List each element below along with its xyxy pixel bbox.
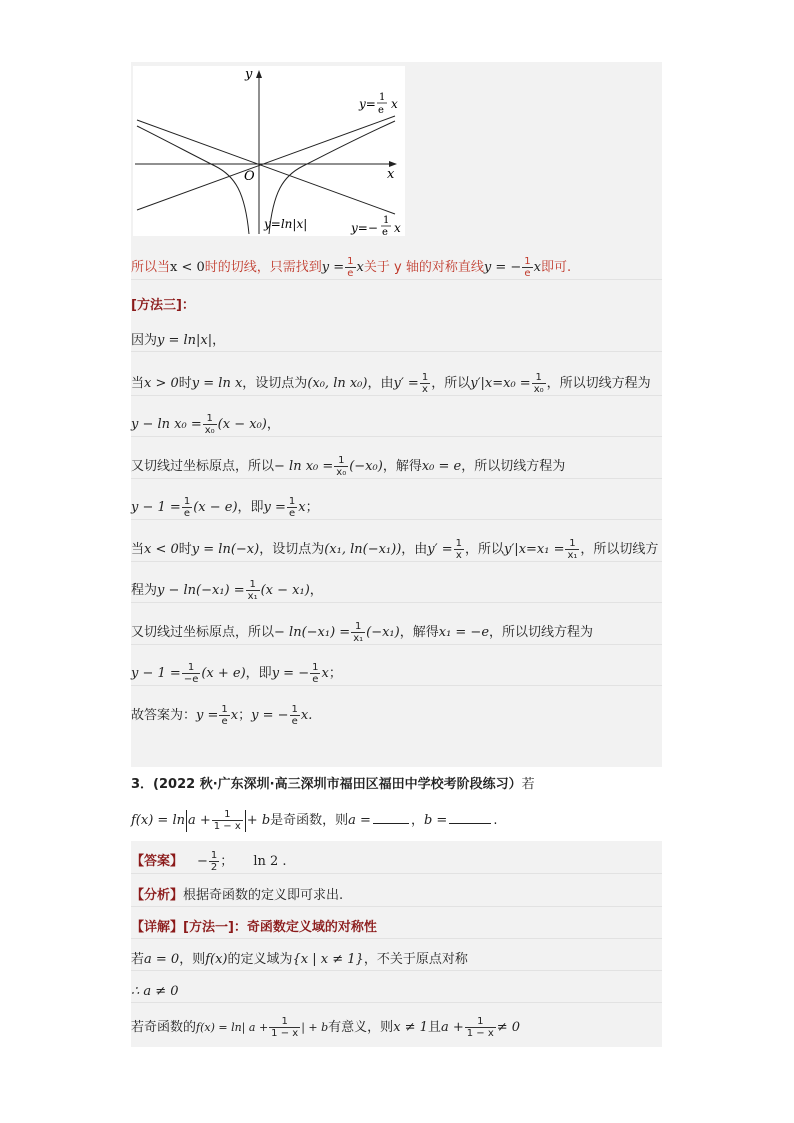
text-segment: ， <box>266 417 280 432</box>
math-segment: x <box>298 500 306 515</box>
frac-num: 1 <box>210 850 218 861</box>
math-segment: (x − x₁) <box>260 583 310 598</box>
fraction <box>287 496 297 519</box>
fraction <box>212 809 243 832</box>
math-segment: (x + e) <box>201 666 246 681</box>
text-segment: 故答案为： <box>131 708 197 723</box>
text-segment: ，即 <box>245 666 272 681</box>
text-segment: 时的切线，只需找到 <box>204 260 322 275</box>
frac-num: 1 <box>269 1016 300 1028</box>
math-segment: − ln x₀ = <box>274 459 334 474</box>
math-segment: y = ln(−x) <box>191 542 260 557</box>
frac-num: 1 <box>183 496 191 507</box>
line-tangent-eq-2 <box>131 579 662 603</box>
problem-number-source: 3．(2022 秋·广东深圳·高三深圳市福田区福田中学校考阶段练习） <box>131 777 522 792</box>
frac-num: 1 <box>246 579 260 591</box>
fraction <box>310 662 320 685</box>
text-segment: ，所以切线方程为 <box>489 625 594 640</box>
fraction <box>182 662 201 685</box>
text-segment: 时 <box>178 542 192 557</box>
line-because <box>131 331 662 352</box>
math-segment: x < 0 <box>170 260 205 275</box>
fraction <box>246 579 260 602</box>
text-segment: 关于 y 轴的对称直线 <box>363 260 484 275</box>
frac-den: e <box>347 268 354 279</box>
text-segment: 若 <box>131 952 145 967</box>
math-segment: {x | x ≠ 1} <box>292 952 364 967</box>
math-segment: y′|x=x₀ = <box>470 376 531 391</box>
positive-line-x: x <box>391 97 398 111</box>
text-segment: 是奇函数，则 <box>270 813 349 828</box>
frac-num: 1 <box>465 1016 496 1028</box>
fraction <box>420 372 430 395</box>
math-segment: ln 2 . <box>253 854 287 869</box>
origin-label: O <box>244 169 255 184</box>
text-segment: 又切线过坐标原点，所以 <box>131 459 275 474</box>
math-segment: x < 0 <box>144 542 179 557</box>
math-segment: y = <box>263 500 286 515</box>
math-segment: x <box>533 260 541 275</box>
frac-den: x <box>455 550 462 561</box>
math-segment: f(x) <box>205 952 228 967</box>
detail-label: 【详解】 <box>131 920 184 935</box>
fraction <box>522 256 532 279</box>
frac-num: 1 <box>288 496 296 507</box>
math-segment: x <box>321 666 329 681</box>
positive-line-num: 1 <box>379 92 386 103</box>
fraction <box>454 538 464 561</box>
fraction <box>351 621 365 644</box>
abs-bar <box>186 810 187 832</box>
line-tangent-eq-1 <box>131 413 662 437</box>
fraction <box>269 1016 300 1039</box>
text-segment: 当 <box>131 542 145 557</box>
frac-num: 1 <box>347 256 354 267</box>
text-segment: . <box>493 813 498 828</box>
text-segment: ，所以切线方程为 <box>546 376 651 391</box>
text-segment: ，设切点为 <box>259 542 325 557</box>
math-segment: (x − x₀) <box>217 417 267 432</box>
line-through-origin-1 <box>131 455 662 479</box>
positive-line-den: e <box>378 105 384 116</box>
math-segment: y − 1 = <box>131 500 181 515</box>
math-segment: x₀ = e <box>421 459 462 474</box>
math-segment: − ln(−x₁) = <box>274 625 351 640</box>
line-symmetric-note: 所以当x < 0时的切线，只需找到y = $\frac{1}{e}$ x关于 y 轴的对称直线y = − $\frac{1}{e}$ x即可. <box>131 256 662 280</box>
frac-den: e <box>289 508 296 519</box>
text-segment: 所以当 <box>131 260 171 275</box>
analysis-label: 【分析】 <box>131 888 184 903</box>
frac-num: 1 <box>203 413 217 425</box>
text-segment: ； <box>238 708 252 723</box>
math-segment: a = 0 <box>144 952 180 967</box>
detail-line-1 <box>131 950 662 971</box>
math-segment: f(x) = ln <box>131 813 185 828</box>
text-segment: ； <box>305 500 319 515</box>
fraction <box>532 372 546 395</box>
fraction <box>565 538 579 561</box>
frac-num: 1 <box>334 455 348 467</box>
text-segment: ，则 <box>179 952 206 967</box>
frac-den: 1 − x <box>213 821 241 832</box>
ln-curve-label: y=ln|x| <box>264 217 308 231</box>
text-segment: 有意义，则 <box>328 1020 394 1035</box>
fraction <box>203 413 217 436</box>
math-segment: y = ln x <box>191 376 243 391</box>
math-segment: a + <box>187 813 211 828</box>
math-segment: x <box>356 260 364 275</box>
frac-den: x₀ <box>336 467 347 478</box>
frac-den: x₁ <box>567 550 578 561</box>
line-tangent-result-2 <box>131 662 662 686</box>
frac-den: x₀ <box>204 425 215 436</box>
frac-num: 1 <box>212 809 243 821</box>
text-segment: ； <box>220 854 234 869</box>
method-three-heading: [方法三]： <box>131 298 195 313</box>
math-segment: y′|x=x₁ = <box>504 542 565 557</box>
frac-num: 1 <box>221 704 228 715</box>
math-segment: y′ = <box>427 542 453 557</box>
frac-den: x₀ <box>533 384 544 395</box>
text-segment: ，所以 <box>431 376 471 391</box>
math-segment: x₁ = −e <box>438 625 490 640</box>
math-segment: y − ln(−x₁) = <box>157 583 245 598</box>
math-segment: (−x₀) <box>349 459 383 474</box>
math-segment: x <box>230 708 239 723</box>
frac-num: 1 <box>532 372 546 384</box>
fraction <box>182 496 192 519</box>
text-segment: ，解得 <box>382 459 422 474</box>
text-segment: ，由 <box>401 542 428 557</box>
math-segment: y = − <box>251 708 289 723</box>
frac-num: 1 <box>565 538 579 550</box>
line-x-positive <box>131 372 662 396</box>
math-segment: (x₀, ln x₀) <box>307 376 368 391</box>
text-segment: 程为 <box>131 583 158 598</box>
frac-den: e <box>183 508 191 519</box>
text-segment: ，不关于原点对称 <box>363 952 468 967</box>
frac-num: 1 <box>421 372 429 383</box>
detail-heading <box>131 918 662 939</box>
math-segment: a + <box>440 1020 464 1035</box>
answer-label: 【答案】 <box>131 854 184 869</box>
text-segment: ； <box>328 666 342 681</box>
math-segment: + b <box>246 813 271 828</box>
frac-den: 2 <box>210 862 218 873</box>
detail-method: [方法一]：奇函数定义域的对称性 <box>183 920 377 935</box>
problem-3-statement <box>131 806 662 836</box>
frac-num: 1 <box>351 621 365 633</box>
line-final-answer <box>131 704 662 727</box>
text-segment: ， <box>309 583 323 598</box>
positive-line-label: y= <box>359 97 376 111</box>
problem-3-header <box>131 775 662 795</box>
frac-num: 1 <box>524 256 531 267</box>
math-segment: − <box>197 854 208 869</box>
text-segment: 即可. <box>540 260 572 275</box>
math-segment: a = <box>348 813 371 828</box>
graph-svg <box>133 66 405 236</box>
text-segment: ，由 <box>367 376 394 391</box>
math-segment: y − ln x₀ = <box>131 417 202 432</box>
math-segment: b = <box>423 813 448 828</box>
text-segment: ，所以切线方程为 <box>461 459 566 474</box>
detail-line-3 <box>131 1016 662 1039</box>
detail-line-2 <box>131 982 662 1003</box>
text-segment: ，解得 <box>399 625 439 640</box>
fraction <box>465 1016 496 1039</box>
text-segment: 当 <box>131 376 145 391</box>
text-segment: 的定义域为 <box>227 952 293 967</box>
text-segment: ，所以切线方 <box>580 542 659 557</box>
math-segment: y = ln|x| <box>157 333 213 348</box>
frac-num: 1 <box>312 662 319 673</box>
text-segment: 因为 <box>131 333 158 348</box>
line-x-negative <box>131 538 662 562</box>
text-segment: 时 <box>178 376 192 391</box>
math-segment: x > 0 <box>144 376 179 391</box>
math-segment: | + b <box>301 1021 329 1034</box>
math-segment: y′ = <box>393 376 419 391</box>
math-segment: x ≠ 1 <box>393 1020 428 1035</box>
frac-den: e <box>291 716 298 727</box>
frac-den: 1 − x <box>271 1028 299 1039</box>
frac-den: −e <box>183 674 199 685</box>
math-segment: x. <box>300 708 313 723</box>
x-axis-label: x <box>387 167 395 182</box>
math-segment: (x − e) <box>193 500 238 515</box>
text-segment: ，所以 <box>465 542 505 557</box>
text-segment: 若奇函数的 <box>131 1020 197 1035</box>
math-segment: ∴ a ≠ 0 <box>131 984 179 999</box>
negative-line-label: y=− <box>351 221 378 235</box>
graph-background <box>133 66 405 236</box>
line-tangent-result-1 <box>131 496 662 520</box>
fraction <box>290 704 300 727</box>
negative-line-x: x <box>394 221 401 235</box>
text-segment: ， <box>410 813 424 828</box>
fraction <box>209 850 219 873</box>
math-segment: y = <box>196 708 219 723</box>
text-segment: ，即 <box>237 500 264 515</box>
text-segment: 又切线过坐标原点，所以 <box>131 625 275 640</box>
tangent-figure <box>131 62 662 240</box>
y-axis-label: y <box>245 67 253 82</box>
answer-blank-b[interactable] <box>449 811 491 824</box>
negative-line-den: e <box>382 227 388 236</box>
frac-den: 1 − x <box>466 1028 494 1039</box>
line-through-origin-2 <box>131 621 662 645</box>
math-segment: y = − <box>271 666 310 681</box>
answer-blank-a[interactable] <box>373 811 409 824</box>
math-segment: (x₁, ln(−x₁)) <box>324 542 402 557</box>
text-segment: 且 <box>427 1020 441 1035</box>
abs-bar <box>245 810 246 832</box>
frac-num: 1 <box>291 704 298 715</box>
negative-line-num: 1 <box>383 215 390 226</box>
analysis-line <box>131 886 662 907</box>
answer-line <box>131 850 662 874</box>
math-segment: ≠ 0 <box>496 1020 521 1035</box>
text-segment: 若 <box>521 777 535 792</box>
frac-num: 1 <box>455 538 462 549</box>
math-segment: (−x₁) <box>366 625 400 640</box>
frac-num: 1 <box>182 662 201 674</box>
fraction <box>219 704 229 727</box>
math-segment: f(x) = ln| a + <box>196 1021 269 1034</box>
frac-den: x <box>422 384 428 395</box>
frac-den: x₁ <box>353 633 364 644</box>
text-segment: ， <box>212 333 226 348</box>
frac-den: e <box>524 268 531 279</box>
fraction <box>334 455 348 478</box>
frac-den: e <box>312 674 319 685</box>
frac-den: e <box>221 716 228 727</box>
fraction <box>345 256 355 279</box>
math-segment: y − 1 = <box>131 666 181 681</box>
text-segment: ，设切点为 <box>242 376 308 391</box>
text-segment: 根据奇函数的定义即可求出. <box>183 888 344 903</box>
frac-den: x₁ <box>247 591 258 602</box>
